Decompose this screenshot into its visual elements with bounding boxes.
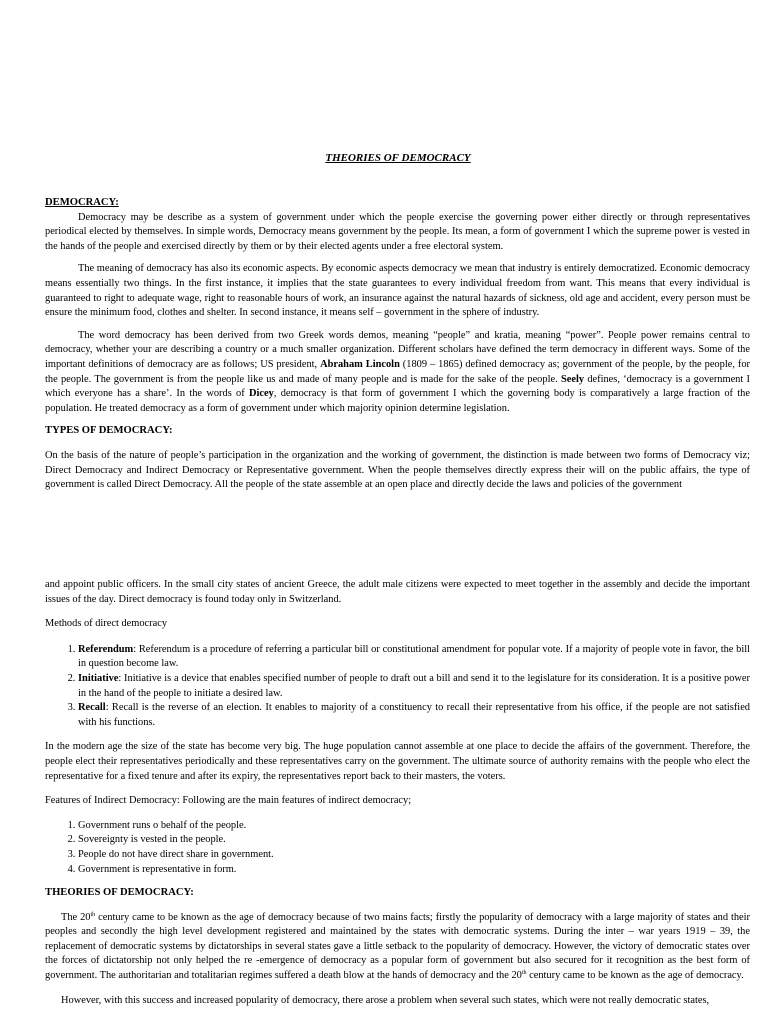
text-run: , democracy is that form of government I which the governing body is comparatively a large fraction of the population. He treated democracy as a form of government under which majority opinion determine legislation.: [45, 388, 750, 414]
page-title: THEORIES OF DEMOCRACY: [325, 152, 471, 164]
paragraph-economic: The meaning of democracy has also its economic aspects. By economic aspects democracy we mean that industry is entirely democratized. Economic democracy means essentially two things. In the first instance, it implies that the state guarantees to every individual freedom from want. This means that every individual is guaranteed to right to adequate wage, right to reasonable hours of work, an insurance against the natural hazards of sickness, old age and accident, every person must be ensure the minimum food, clothes and shelter. In second instance, it means self – government in the sphere of industry.: [45, 263, 750, 319]
paragraph-however: However, with this success and increased popularity of democracy, there arose a problem when several such states, which were not really democratic states,: [61, 994, 710, 1006]
superscript: th: [90, 911, 96, 918]
text-run: century came to be known as the age of democracy.: [526, 970, 744, 982]
text-run: defines, ‘democracy is a government I which everyone has a share’. In the words of: [45, 373, 751, 400]
methods-heading: Methods of direct democracy: [45, 618, 168, 630]
text-run: The 20: [61, 911, 91, 923]
superscript: th: [521, 970, 527, 977]
paragraph-word-origin: [45, 329, 750, 417]
methods-list: [45, 643, 750, 731]
list-item: 1. Government runs o behalf of the people.: [78, 819, 750, 834]
theories-heading: THEORIES OF DEMOCRACY:: [45, 887, 194, 899]
list-item: [78, 701, 750, 730]
paragraph-appoint: and appoint public officers. In the small city states of ancient Greece, the adult male citizens were expected to meet together in the assembly and decide the important issues of the day. Direct democracy is found today only in Switzerland.: [45, 579, 750, 605]
list-item: [78, 643, 750, 672]
text-run: (1809 – 1865) defined democracy as; government of the people, by the people, for the people. The government is from the people like us and made of many people and is made for the sake of the people.: [45, 358, 750, 385]
method-term: Referendum: [78, 643, 134, 655]
method-text: : Referendum is a procedure of referring a particular bill or constitutional amendment for popular vote. If a majority of people vote in favor, the bill in question become law.: [78, 643, 750, 670]
section-continued: [45, 578, 750, 1008]
section-democracy: [45, 196, 750, 493]
text-run: The word democracy has been derived from two Greek words demos, meaning “people” and kratia, meaning “power”. People power remains central to democracy, whether your are describing a country or a much smaller organization. Different scholars have defined the term democracy in different ways. Some of the important definitions of democracy are as follows; US president,: [45, 329, 750, 370]
paragraph-definition: Democracy may be describe as a system of government under which the people exercise the governing power either directly or through representatives periodical elected by themselves. In simple words, Democracy means government by the people. Its mean, a form of government I which the supreme power is vested in the hands of the people and exercised directly by them or by their elected agents under a free electoral system.: [45, 211, 750, 252]
method-text: : Recall is the reverse of an election. It enables to majority of a constituency to recall their representative from his office, if the people are not satisfied with his functions.: [78, 702, 750, 728]
features-list: [45, 819, 750, 877]
text-run: century came to be known as the age of democracy because of two mains facts; firstly the popularity of democracy with a large majority of states and their peoples and secondly the high level development registered and maintained by the states with democratic systems. During the inter – war years 1919 – 39, the replacement of democratic systems by dictatorships in several states gave a little setback to the popularity of democracy. However, the victory of democratic states over the forces of dictatorship not only helped the re -emergence of democracy as a popular form of government but also secured for it recognition as the best form of government. The authoritarian and totalitarian regimes suffered a death blow at the hands of democracy and the 20: [45, 911, 750, 982]
list-item: 3. People do not have direct share in government.: [78, 848, 750, 863]
paragraph-types: On the basis of the nature of people’s participation in the organization and the working of government, the distinction is made between two forms of Democracy viz; Direct Democracy and Indirect Democracy or Representative government. When the people themselves directly express their will on the public affairs, the type of government is called Direct Democracy. All the people of the state assemble at an open place and directly decide the laws and policies of the government: [45, 449, 750, 491]
paragraph-modern-age: In the modern age the size of the state has become very big. The huge population cannot assemble at one place to decide the affairs of the government. Therefore, the people elect their representatives periodically and these representatives carry on the government. The ultimate source of authority remains with the people who elect the representative for a fixed tenure and after its expiry, the representatives report back to their masters, the voters.: [45, 741, 750, 782]
method-text: : Initiative is a device that enables specified number of people to draft out a bill and send it to the legislature for its consideration. It is a positive power in the hand of the people to initiate a desired law.: [78, 672, 750, 699]
name-lincoln: Abraham Lincoln: [320, 358, 400, 370]
method-term: Initiative: [78, 672, 119, 684]
method-term: Recall: [78, 702, 106, 714]
paragraph-20th-century: [45, 911, 750, 984]
democracy-heading: DEMOCRACY:: [45, 197, 119, 208]
list-item: [78, 672, 750, 701]
features-heading: Features of Indirect Democracy: Following are the main features of indirect democracy;: [45, 795, 412, 807]
list-item: 2. Sovereignty is vested in the people.: [78, 833, 750, 848]
name-seely: Seely: [560, 373, 585, 385]
list-item: 4. Government is representative in form.: [78, 863, 750, 878]
types-heading: TYPES OF DEMOCRACY:: [45, 425, 173, 437]
name-dicey: Dicey: [249, 388, 274, 400]
